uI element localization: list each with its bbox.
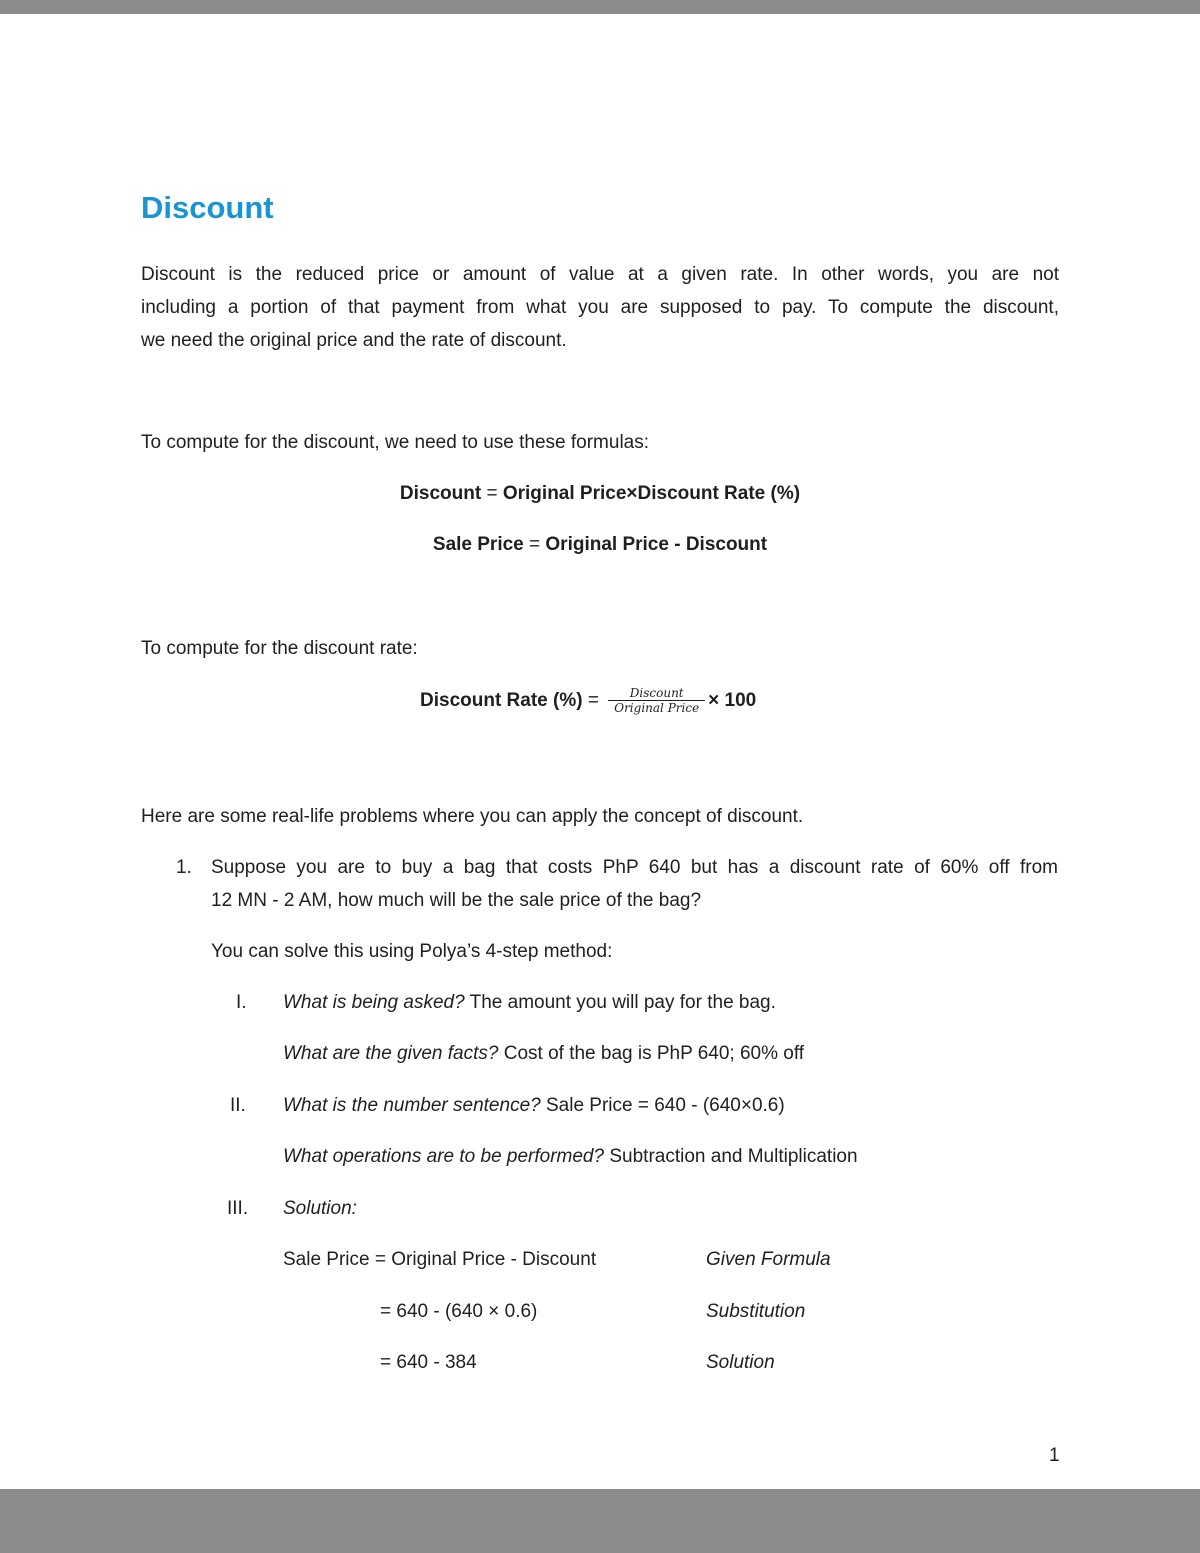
step-2-q2: What operations are to be performed?	[283, 1146, 605, 1167]
step-numeral-3: III.	[227, 1198, 249, 1219]
rate-intro: To compute for the discount rate:	[141, 638, 418, 659]
rate-formula-times: × 100	[708, 689, 757, 711]
rate-fraction	[608, 686, 705, 715]
fraction-denominator: Original Price	[614, 701, 700, 715]
discount-formula-lhs: Discount	[399, 483, 482, 504]
intro-line-2: including a portion of that payment from what you are supposed to pay. To compute the discount,	[141, 297, 1059, 318]
step-1-question-1	[283, 992, 776, 1014]
problem-line-1: Suppose you are to buy a bag that costs PhP 640 but has a discount rate of 60% off from	[211, 857, 1058, 878]
sale-formula-eq: =	[523, 534, 546, 555]
discount-rate-formula	[420, 686, 756, 715]
solution-expr-3: = 640 - 384	[380, 1352, 477, 1373]
intro-line-3: we need the original price and the rate of discount.	[141, 330, 567, 351]
step-2-question-1	[283, 1095, 785, 1117]
step-2-question-2	[283, 1146, 858, 1168]
step-2-a2: Subtraction and Multiplication	[604, 1146, 858, 1167]
solution-expr-1: Sale Price = Original Price - Discount	[283, 1249, 597, 1270]
step-2-q1: What is the number sentence?	[283, 1095, 541, 1116]
discount-formula-rhs: Original Price×Discount Rate (%)	[502, 483, 801, 504]
solution-note-2: Substitution	[706, 1301, 806, 1322]
viewer-bottom-bar	[0, 1489, 1200, 1553]
method-text: You can solve this using Polya’s 4-step method:	[211, 941, 613, 962]
rate-formula-lhs: Discount Rate (%)	[420, 689, 583, 711]
discount-formula-eq: =	[481, 483, 503, 504]
step-1-a2: Cost of the bag is PhP 640; 60% off	[498, 1043, 805, 1064]
intro-line-1: Discount is the reduced price or amount of value at a given rate. In other words, you are not	[141, 264, 1059, 285]
solution-expr-2: = 640 - (640 × 0.6)	[380, 1301, 538, 1322]
rate-formula-eq: =	[582, 689, 605, 711]
sale-formula-rhs: Original Price - Discount	[545, 534, 768, 555]
solution-note-3: Solution	[706, 1352, 775, 1373]
step-1-q2: What are the given facts?	[283, 1043, 499, 1064]
step-1-q1: What is being asked?	[283, 992, 465, 1013]
formulas-intro: To compute for the discount, we need to use these formulas:	[141, 432, 650, 453]
problem-number: 1.	[176, 857, 192, 878]
step-1-question-2	[283, 1043, 804, 1065]
step-2-a1: Sale Price = 640 - (640×0.6)	[540, 1095, 785, 1116]
problem-line-2: 12 MN - 2 AM, how much will be the sale price of the bag?	[211, 890, 702, 911]
page-number: 1	[1049, 1445, 1060, 1466]
step-numeral-1: I.	[236, 992, 247, 1013]
problems-intro: Here are some real-life problems where you can apply the concept of discount.	[141, 806, 804, 827]
solution-note-1: Given Formula	[706, 1249, 831, 1270]
step-numeral-2: II.	[230, 1095, 246, 1116]
page-title: Discount	[141, 190, 274, 225]
fraction-numerator: Discount	[629, 686, 684, 700]
problem-statement	[211, 851, 1058, 917]
step-1-a1: The amount you will pay for the bag.	[464, 992, 776, 1013]
sale-price-formula	[0, 534, 1200, 556]
sale-formula-lhs: Sale Price	[432, 534, 524, 555]
intro-paragraph	[141, 258, 1059, 357]
discount-formula	[0, 483, 1200, 505]
step-3-label: Solution:	[283, 1198, 357, 1219]
